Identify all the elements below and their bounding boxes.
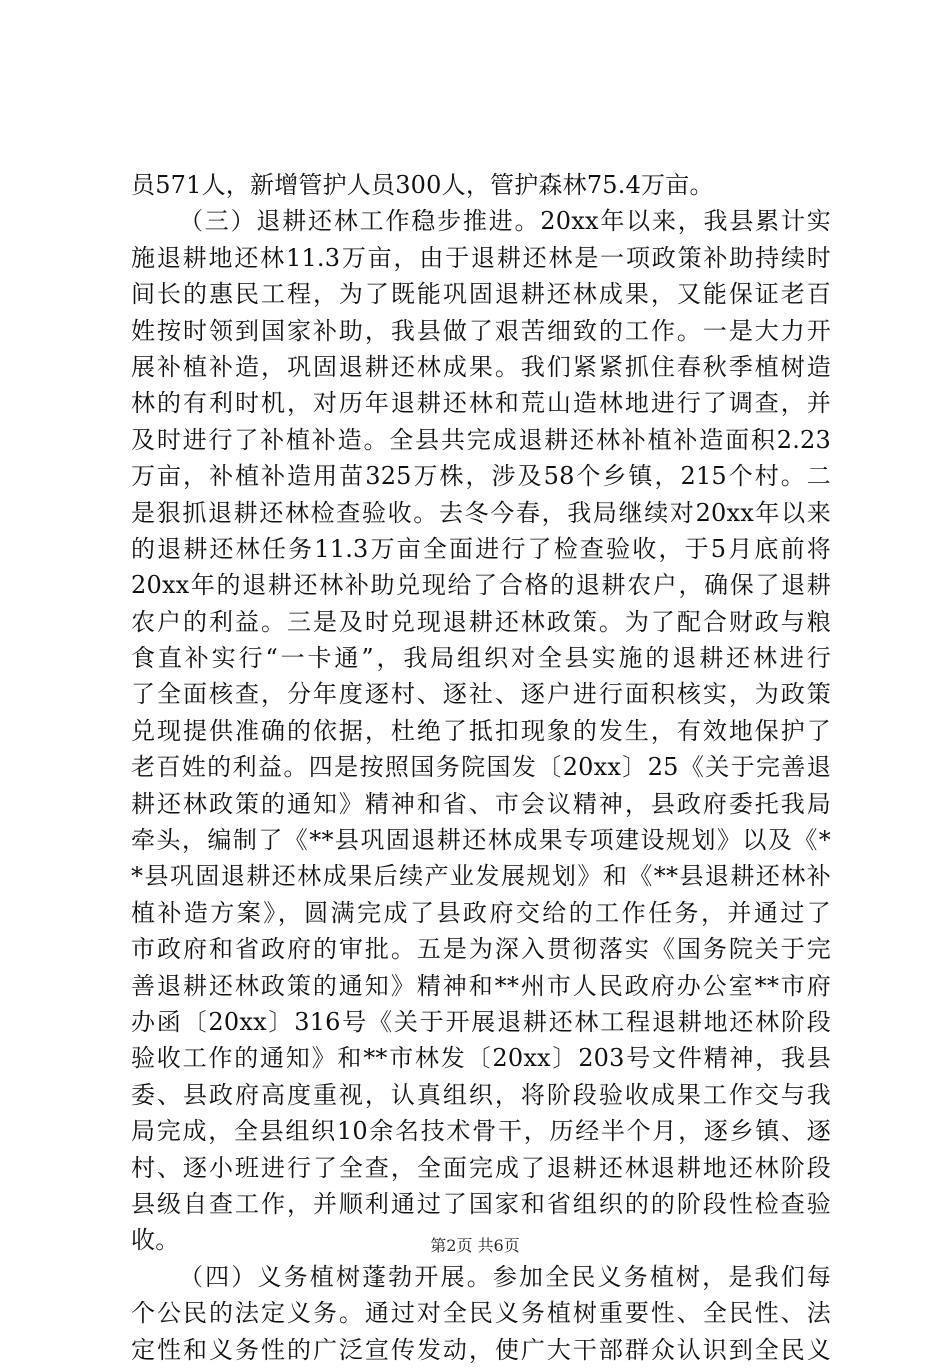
paragraph-section-3 (131, 203, 831, 1258)
text-line: 村、逐小班进行了全查，全面完成了退耕还林退耕地还林阶段 (131, 1153, 831, 1182)
text-line: 耕还林政策的通知》精神和省、市会议精神，县政府委托我局 (131, 789, 831, 818)
text-line: 县级自查工作，并顺利通过了国家和省组织的的阶段性检查验 (131, 1189, 831, 1218)
text-line: 员571人，新增管护人员300人，管护森林75.4万亩。 (131, 171, 714, 199)
page-footer (0, 1236, 950, 1256)
text-line: 是狠抓退耕还林检查验收。去冬今春，我局继续对20xx年以来 (131, 498, 831, 527)
text-line: 及时进行了补植补造。全县共完成退耕还林补植补造面积2.23 (131, 425, 831, 454)
text-line: 办函〔20xx〕316号《关于开展退耕还林工程退耕地还林阶段 (131, 1007, 831, 1036)
text-line: 姓按时领到国家补助，我县做了艰苦细致的工作。一是大力开 (131, 316, 831, 345)
text-line: 牵头，编制了《**县巩固退耕还林成果专项建设规划》以及《* (131, 826, 831, 855)
text-line: 了全面核查，分年度逐村、逐社、逐户进行面积核实，为政策 (131, 680, 831, 709)
text-line: 局完成，全县组织10余名技术骨干，历经半个月，逐乡镇、逐 (131, 1117, 831, 1146)
text-line: 兑现提供准确的依据，杜绝了抵扣现象的发生，有效地保护了 (131, 716, 831, 745)
page-number-label: 第2页 共6页 (430, 1236, 520, 1255)
text-line: 20xx年的退耕还林补助兑现给了合格的退耕农户，确保了退耕 (131, 571, 831, 600)
text-line: （四）义务植树蓬勃开展。参加全民义务植树，是我们每 (179, 1262, 831, 1291)
paragraph-section-4 (131, 1259, 831, 1368)
text-line: 定性和义务性的广泛宣传发动，使广大干部群众认识到全民义 (131, 1335, 831, 1364)
text-line: 食直补实行“一卡通”，我局组织对全县实施的退耕还林进行 (131, 644, 831, 673)
text-line: 林的有利时机，对历年退耕还林和荒山造林地进行了调查，并 (131, 389, 831, 418)
paragraph-continuation (131, 167, 831, 203)
text-line: 善退耕还林政策的通知》精神和**州市人民政府办公室**市府 (131, 971, 831, 1000)
text-line: 市政府和省政府的审批。五是为深入贯彻落实《国务院关于完 (131, 935, 831, 964)
text-line: 委、县政府高度重视，认真组织，将阶段验收成果工作交与我 (131, 1080, 831, 1109)
text-line: 展补植补造，巩固退耕还林成果。我们紧紧抓住春秋季植树造 (131, 352, 831, 381)
text-line: 间长的惠民工程，为了既能巩固退耕还林成果，又能保证老百 (131, 280, 831, 309)
text-line: 农户的利益。三是及时兑现退耕还林政策。为了配合财政与粮 (131, 607, 831, 636)
text-line: 个公民的法定义务。通过对全民义务植树重要性、全民性、法 (131, 1299, 831, 1328)
text-line: 施退耕地还林11.3万亩，由于退耕还林是一项政策补助持续时 (131, 243, 831, 272)
text-line: 老百姓的利益。四是按照国务院国发〔20xx〕25《关于完善退 (131, 753, 831, 782)
text-line: （三）退耕还林工作稳步推进。20xx年以来，我县累计实 (179, 207, 831, 236)
text-line: 植补造方案》，圆满完成了县政府交给的工作任务，并通过了 (131, 898, 831, 927)
text-line: 万亩，补植补造用苗325万株，涉及58个乡镇，215个村。二 (131, 462, 831, 491)
text-line: 验收工作的通知》和**市林发〔20xx〕203号文件精神，我县 (131, 1044, 831, 1073)
body-text (131, 167, 831, 1368)
text-line: 的退耕还林任务11.3万亩全面进行了检查验收，于5月底前将 (131, 534, 831, 563)
text-line: *县巩固退耕还林成果后续产业发展规划》和《**县退耕还林补 (131, 862, 831, 891)
text-line: 收。 (131, 1226, 180, 1255)
